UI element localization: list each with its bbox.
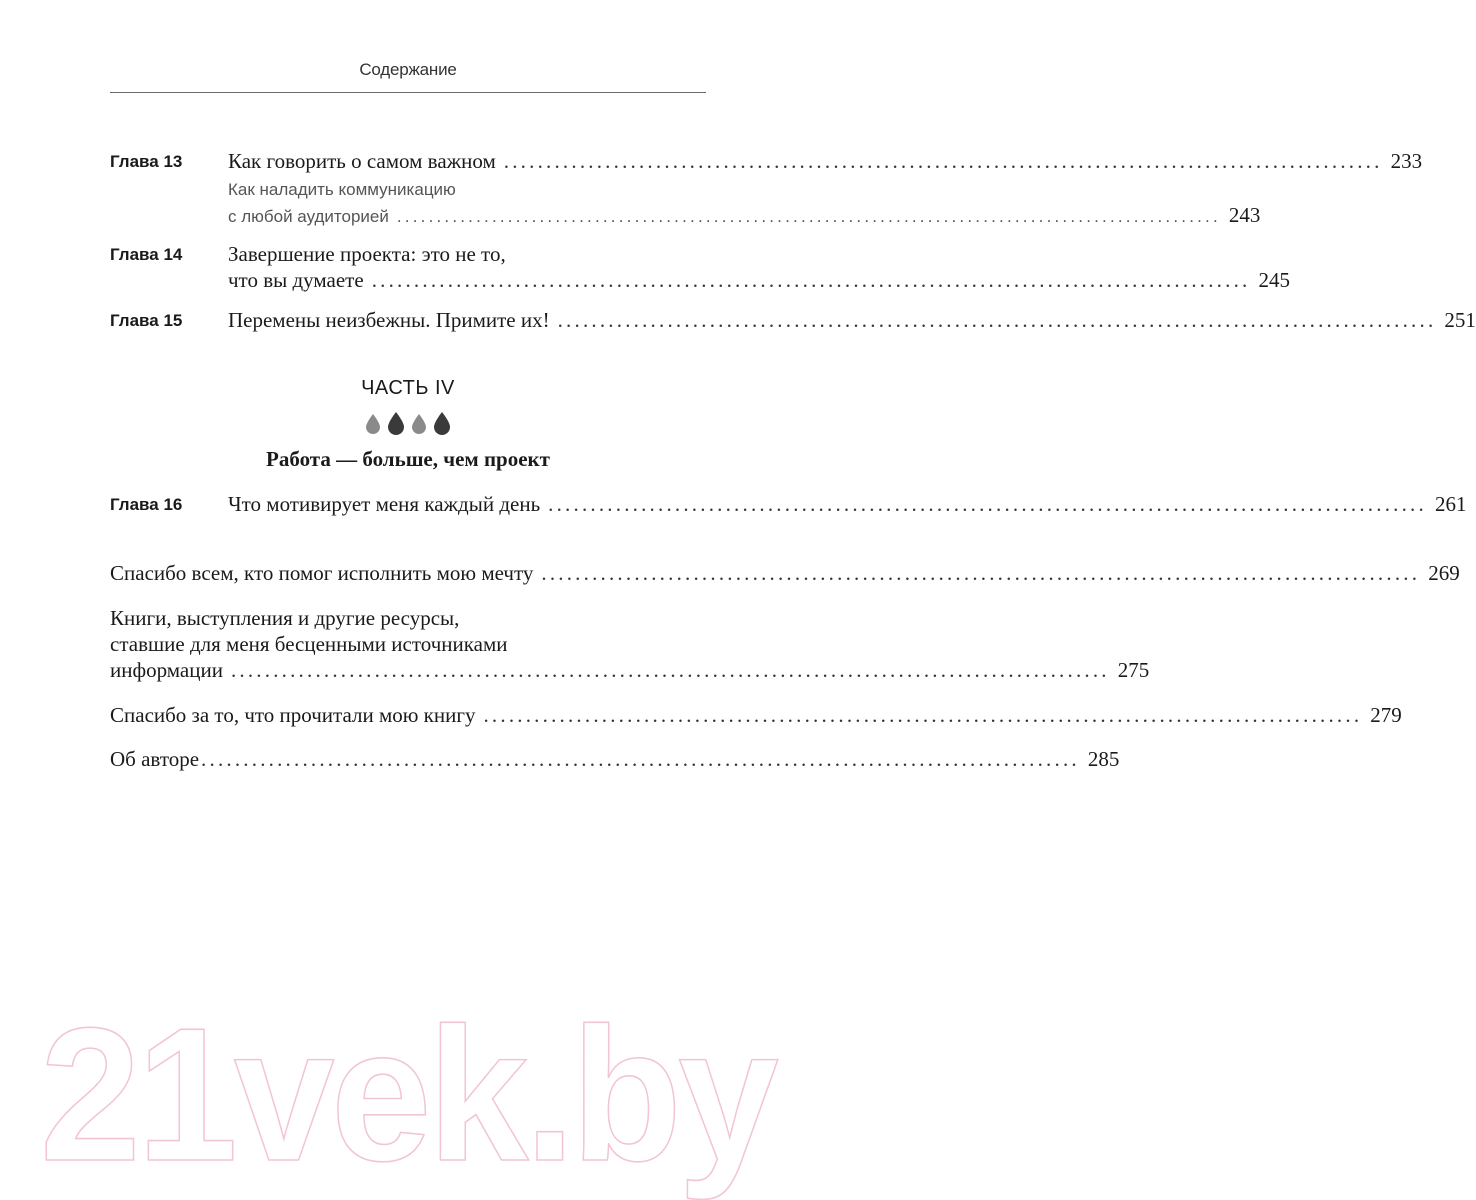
toc-entry-ch16[interactable] — [228, 491, 1467, 517]
four-drops-icon — [359, 411, 455, 439]
header-rule — [110, 92, 706, 93]
toc-entry-title-line3: информации — [110, 658, 223, 682]
drop-icon — [409, 411, 429, 435]
chapter-14-label: Глава 14 — [110, 245, 183, 264]
part-label: ЧАСТЬ IV — [361, 377, 455, 399]
chapter-13-label: Глава 13 — [110, 152, 183, 171]
drop-icon — [432, 411, 452, 435]
toc-page-number: 251 — [1444, 308, 1476, 332]
drop-icon — [386, 411, 406, 435]
toc-entry-ch15[interactable] — [228, 307, 1476, 333]
part-subtitle: Работа — больше, чем проект — [266, 447, 550, 471]
toc-subentry-ch13[interactable] — [228, 202, 1261, 230]
toc-entry-about-author[interactable] — [110, 746, 1120, 772]
toc-entry-title-line2: ставшие для меня бесценными источниками — [110, 632, 508, 656]
chapter-16-label: Глава 16 — [110, 495, 183, 514]
watermark-logo — [40, 989, 780, 1200]
chapter-15-label: Глава 15 — [110, 311, 183, 330]
toc-entry-title: Перемены неизбежны. Примите их! — [228, 308, 550, 332]
dot-leader: ........................................................................................................ — [230, 658, 1110, 682]
toc-entry-ch13[interactable] — [228, 148, 1423, 174]
toc-page-number: 245 — [1258, 268, 1290, 292]
toc-page-number: 233 — [1390, 149, 1423, 173]
toc-subentry-title: с любой аудиторией — [228, 207, 389, 226]
drop-icon — [363, 411, 383, 435]
toc-page-number: 285 — [1087, 747, 1120, 771]
toc-entry-title: Как говорить о самом важном — [228, 149, 496, 173]
toc-entry-thanks-reader[interactable] — [110, 702, 1402, 728]
dot-leader: ........................................................................................................ — [201, 747, 1080, 771]
dot-leader: ........................................................................................................ — [503, 149, 1383, 173]
toc-entry-title-line1: Завершение проекта: это не то, — [228, 242, 506, 266]
toc-subentry-line1: Как наладить коммуникацию — [228, 180, 456, 199]
dot-leader: ........................................................................................................ — [371, 268, 1251, 292]
dot-leader: ........................................................................................................ — [557, 308, 1437, 332]
toc-entry-title: Что мотивирует меня каждый день — [228, 492, 541, 516]
toc-entry-title: Спасибо всем, кто помог исполнить мою мечту — [110, 561, 534, 585]
toc-entry-title: Об авторе — [110, 747, 200, 771]
toc-entry-acknowledgements[interactable] — [110, 560, 1460, 586]
toc-entry-title-line1: Книги, выступления и другие ресурсы, — [110, 606, 460, 630]
watermark-text: 21vek.by — [40, 989, 779, 1200]
toc-entry-resources[interactable] — [110, 657, 1150, 683]
dot-leader: ........................................................................................................ — [548, 492, 1427, 516]
dot-leader: ........................................................................................................ — [396, 207, 1221, 226]
toc-entry-title-line2: что вы думаете — [228, 268, 364, 292]
toc-entry-ch14[interactable] — [228, 267, 1290, 293]
toc-page-number: 279 — [1370, 703, 1402, 727]
running-header: Содержание — [359, 60, 457, 79]
toc-page-number: 261 — [1434, 492, 1467, 516]
dot-leader: ........................................................................................................ — [541, 561, 1421, 585]
toc-page-number: 269 — [1428, 561, 1460, 585]
toc-page-number: 275 — [1117, 658, 1150, 682]
toc-page-number: 243 — [1228, 203, 1261, 227]
toc-entry-title: Спасибо за то, что прочитали мою книгу — [110, 703, 476, 727]
dot-leader: ........................................................................................................ — [483, 703, 1363, 727]
